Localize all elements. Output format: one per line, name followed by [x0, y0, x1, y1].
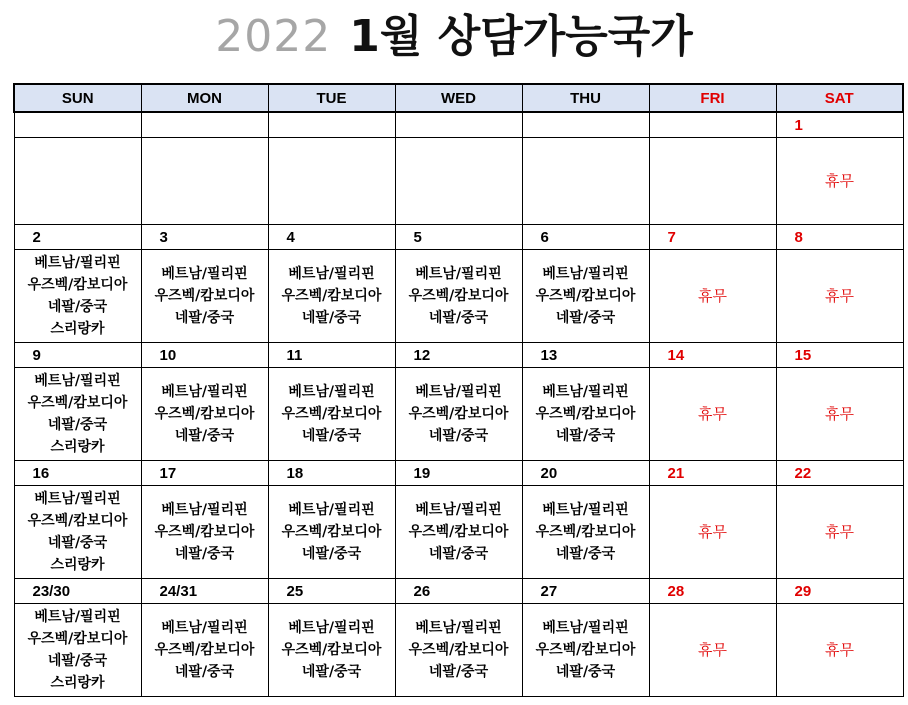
- date-number-sat: 29: [776, 579, 903, 604]
- day-cell-wed: [395, 604, 522, 697]
- country-line: 베트남/필리핀: [161, 384, 248, 400]
- date-number-sat: 15: [776, 343, 903, 368]
- date-number-sun: 16: [14, 461, 141, 486]
- country-line: 베트남/필리핀: [34, 255, 121, 271]
- country-line: 우즈벡/캄보디아: [408, 642, 509, 658]
- date-number-tue: 18: [268, 461, 395, 486]
- country-line: 우즈벡/캄보디아: [27, 631, 128, 647]
- date-number-fri: [649, 112, 776, 138]
- country-line: 네팔/중국: [301, 428, 362, 444]
- country-line: 네팔/중국: [301, 546, 362, 562]
- country-line: 스리랑카: [50, 439, 105, 455]
- closed-label: 휴무: [825, 287, 854, 305]
- country-line: 베트남/필리핀: [34, 491, 121, 507]
- country-line: 네팔/중국: [555, 428, 616, 444]
- country-line: 네팔/중국: [174, 664, 235, 680]
- country-line: 베트남/필리핀: [415, 502, 502, 518]
- country-line: 베트남/필리핀: [542, 384, 629, 400]
- date-number-wed: 5: [395, 225, 522, 250]
- day-cell-sun: [14, 250, 141, 343]
- date-number-tue: 25: [268, 579, 395, 604]
- date-row: [14, 112, 903, 138]
- country-line: 우즈벡/캄보디아: [27, 277, 128, 293]
- header-wed: WED: [395, 84, 522, 112]
- day-cell-sun: [14, 368, 141, 461]
- country-line: 우즈벡/캄보디아: [535, 288, 636, 304]
- header-mon: MON: [141, 84, 268, 112]
- country-line: 베트남/필리핀: [288, 620, 375, 636]
- country-line: 네팔/중국: [428, 664, 489, 680]
- day-cell-sat: [776, 250, 903, 343]
- country-line: 베트남/필리핀: [542, 502, 629, 518]
- date-row: [14, 343, 903, 368]
- date-number-tue: [268, 112, 395, 138]
- country-line: 네팔/중국: [47, 299, 108, 315]
- country-line: 베트남/필리핀: [34, 609, 121, 625]
- day-cell-fri: [649, 250, 776, 343]
- country-line: 우즈벡/캄보디아: [281, 406, 382, 422]
- date-number-fri: 14: [649, 343, 776, 368]
- page-title: [0, 6, 908, 68]
- header-sun: SUN: [14, 84, 141, 112]
- content-row: [14, 138, 903, 225]
- day-cell-wed: [395, 486, 522, 579]
- date-number-mon: [141, 112, 268, 138]
- closed-label: 휴무: [825, 641, 854, 659]
- date-number-sat: 1: [776, 112, 903, 138]
- day-cell-thu: [522, 604, 649, 697]
- country-line: 우즈벡/캄보디아: [281, 642, 382, 658]
- country-line: 네팔/중국: [47, 535, 108, 551]
- day-cell-sun: [14, 604, 141, 697]
- day-cell-fri: [649, 604, 776, 697]
- day-cell-sat: [776, 138, 903, 225]
- content-row: [14, 604, 903, 697]
- country-line: 네팔/중국: [428, 310, 489, 326]
- country-line: 네팔/중국: [174, 546, 235, 562]
- country-line: 우즈벡/캄보디아: [408, 288, 509, 304]
- closed-label: 휴무: [825, 172, 854, 190]
- day-cell-tue: [268, 486, 395, 579]
- day-cell-thu: [522, 368, 649, 461]
- day-cell-wed: [395, 250, 522, 343]
- country-line: 베트남/필리핀: [161, 502, 248, 518]
- country-line: 네팔/중국: [428, 428, 489, 444]
- country-line: 베트남/필리핀: [161, 266, 248, 282]
- date-number-thu: 20: [522, 461, 649, 486]
- country-line: 네팔/중국: [174, 310, 235, 326]
- header-fri: FRI: [649, 84, 776, 112]
- country-line: 네팔/중국: [555, 310, 616, 326]
- country-line: 베트남/필리핀: [415, 384, 502, 400]
- country-line: 베트남/필리핀: [288, 384, 375, 400]
- date-number-wed: 26: [395, 579, 522, 604]
- day-cell-sun: [14, 138, 141, 225]
- date-number-fri: 28: [649, 579, 776, 604]
- content-row: [14, 486, 903, 579]
- date-number-wed: 12: [395, 343, 522, 368]
- date-row: [14, 579, 903, 604]
- calendar-body: [14, 112, 903, 697]
- country-line: 네팔/중국: [174, 428, 235, 444]
- date-number-wed: [395, 112, 522, 138]
- country-line: 베트남/필리핀: [161, 620, 248, 636]
- day-cell-mon: [141, 604, 268, 697]
- day-cell-mon: [141, 368, 268, 461]
- date-number-wed: 19: [395, 461, 522, 486]
- country-line: 베트남/필리핀: [542, 266, 629, 282]
- date-number-mon: 10: [141, 343, 268, 368]
- content-row: [14, 250, 903, 343]
- country-line: 스리랑카: [50, 675, 105, 691]
- title-main: 1월 상담가능국가: [349, 11, 693, 62]
- date-number-sat: 8: [776, 225, 903, 250]
- country-line: 네팔/중국: [428, 546, 489, 562]
- country-line: 우즈벡/캄보디아: [154, 524, 255, 540]
- country-line: 우즈벡/캄보디아: [154, 288, 255, 304]
- country-line: 우즈벡/캄보디아: [408, 524, 509, 540]
- day-cell-fri: [649, 486, 776, 579]
- day-cell-fri: [649, 138, 776, 225]
- country-line: 스리랑카: [50, 321, 105, 337]
- date-number-sat: 22: [776, 461, 903, 486]
- date-number-fri: 7: [649, 225, 776, 250]
- date-number-tue: 4: [268, 225, 395, 250]
- closed-label: 휴무: [825, 405, 854, 423]
- date-number-mon: 17: [141, 461, 268, 486]
- closed-label: 휴무: [698, 405, 727, 423]
- country-line: 베트남/필리핀: [415, 266, 502, 282]
- header-tue: TUE: [268, 84, 395, 112]
- date-row: [14, 225, 903, 250]
- country-line: 베트남/필리핀: [288, 502, 375, 518]
- day-cell-thu: [522, 250, 649, 343]
- country-line: 네팔/중국: [555, 546, 616, 562]
- date-row: [14, 461, 903, 486]
- date-number-thu: 6: [522, 225, 649, 250]
- day-cell-sat: [776, 368, 903, 461]
- country-line: 스리랑카: [50, 557, 105, 573]
- date-number-tue: 11: [268, 343, 395, 368]
- title-year: 2022: [215, 11, 332, 62]
- header-thu: THU: [522, 84, 649, 112]
- day-cell-sat: [776, 486, 903, 579]
- country-line: 베트남/필리핀: [288, 266, 375, 282]
- content-row: [14, 368, 903, 461]
- date-number-sun: 9: [14, 343, 141, 368]
- date-number-sun: [14, 112, 141, 138]
- date-number-sun: 2: [14, 225, 141, 250]
- country-line: 네팔/중국: [301, 664, 362, 680]
- date-number-fri: 21: [649, 461, 776, 486]
- date-number-thu: 13: [522, 343, 649, 368]
- country-line: 우즈벡/캄보디아: [408, 406, 509, 422]
- header-sat: SAT: [776, 84, 903, 112]
- closed-label: 휴무: [698, 641, 727, 659]
- country-line: 베트남/필리핀: [34, 373, 121, 389]
- country-line: 우즈벡/캄보디아: [281, 288, 382, 304]
- country-line: 베트남/필리핀: [542, 620, 629, 636]
- weekday-header-row: [14, 84, 903, 112]
- country-line: 우즈벡/캄보디아: [535, 642, 636, 658]
- day-cell-tue: [268, 368, 395, 461]
- country-line: 베트남/필리핀: [415, 620, 502, 636]
- day-cell-mon: [141, 250, 268, 343]
- date-number-thu: 27: [522, 579, 649, 604]
- country-line: 우즈벡/캄보디아: [535, 524, 636, 540]
- day-cell-fri: [649, 368, 776, 461]
- date-number-mon: 3: [141, 225, 268, 250]
- date-number-sun: 23/30: [14, 579, 141, 604]
- day-cell-sun: [14, 486, 141, 579]
- day-cell-tue: [268, 138, 395, 225]
- country-line: 우즈벡/캄보디아: [27, 513, 128, 529]
- day-cell-tue: [268, 250, 395, 343]
- day-cell-mon: [141, 486, 268, 579]
- country-line: 네팔/중국: [301, 310, 362, 326]
- date-number-mon: 24/31: [141, 579, 268, 604]
- country-line: 우즈벡/캄보디아: [154, 642, 255, 658]
- country-line: 우즈벡/캄보디아: [154, 406, 255, 422]
- country-line: 네팔/중국: [47, 417, 108, 433]
- day-cell-wed: [395, 368, 522, 461]
- day-cell-sat: [776, 604, 903, 697]
- country-line: 우즈벡/캄보디아: [281, 524, 382, 540]
- calendar-table: [13, 83, 904, 697]
- closed-label: 휴무: [698, 287, 727, 305]
- day-cell-thu: [522, 138, 649, 225]
- day-cell-thu: [522, 486, 649, 579]
- country-line: 우즈벡/캄보디아: [27, 395, 128, 411]
- country-line: 네팔/중국: [47, 653, 108, 669]
- closed-label: 휴무: [825, 523, 854, 541]
- day-cell-tue: [268, 604, 395, 697]
- day-cell-mon: [141, 138, 268, 225]
- closed-label: 휴무: [698, 523, 727, 541]
- country-line: 네팔/중국: [555, 664, 616, 680]
- date-number-thu: [522, 112, 649, 138]
- country-line: 우즈벡/캄보디아: [535, 406, 636, 422]
- day-cell-wed: [395, 138, 522, 225]
